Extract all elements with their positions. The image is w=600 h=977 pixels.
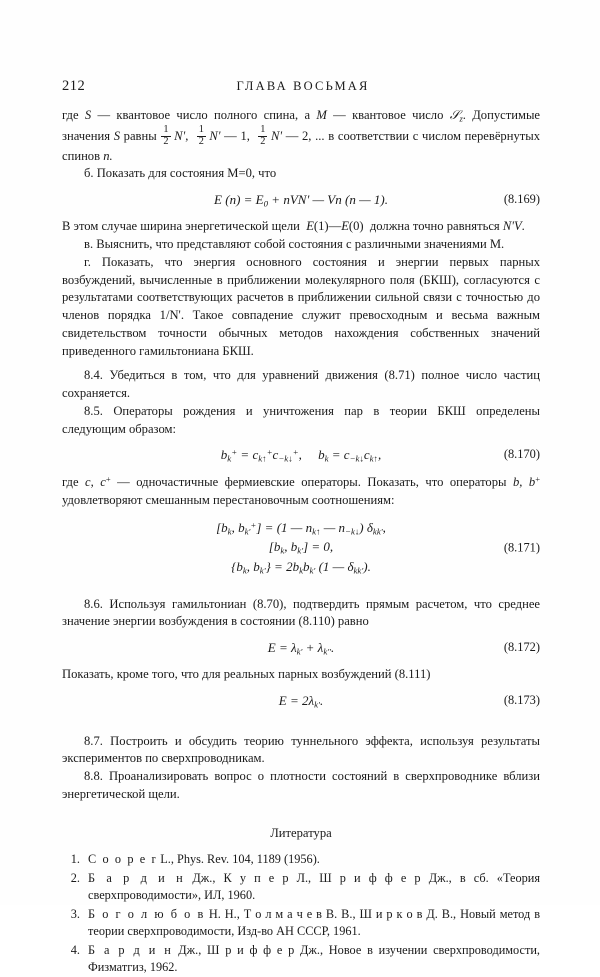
reference-number: 3.	[70, 906, 80, 921]
task-8-4: 8.4. Убедиться в том, что для уравнений движения (8.71) полное число частиц сохраняется.	[62, 367, 540, 400]
symbols-b: b, b	[512, 474, 536, 489]
list-item	[62, 870, 540, 904]
equation-8-172-body: $E = \lambda_{k'} + \lambda_{k''}$.	[267, 640, 335, 657]
equation-8-169	[62, 192, 540, 209]
task-8-2-g: г. Показать, что энергия основного состояния и энергии первых парных возбуждений, вычисленные в приближении молекулярного поля (БКШ), согласуются с результатами соответствующих расчетов в приближении сильной связи с точностью до членов порядка 1/N'. Такое совпадение служит превосходным и весьма важным свидетельством точности обычных методов нахождения собственных значений приведенного гамильтониана БКШ.	[62, 254, 540, 359]
equation-number-8-172: (8.172)	[503, 640, 540, 655]
task-8-6: 8.6. Используя гамильтониан (8.70), подтвердить прямым расчетом, что среднее значение энергии возбуждения в состоянии (8.110) равно	[62, 596, 540, 629]
equation-8-171-line-1: [$b_k$, $b_{k'}^+] = (1$ — $n_{k↑}$ — $n_{-k↓}$) $\delta_{kk'}$,	[216, 519, 386, 537]
symbol-S-2: S	[113, 129, 120, 144]
text-fragment: — квантовое число полного спина, а	[91, 108, 317, 122]
symbol-Sz: 𝒮$_z$	[449, 108, 463, 124]
text-fragment: . Допустимые значения	[62, 108, 540, 144]
page-header	[62, 78, 540, 95]
list-item	[62, 942, 540, 976]
equation-8-171-lines	[62, 520, 540, 576]
reference-author: C o o p e r	[88, 852, 158, 867]
reference-author: Б о г о л ю б о в	[88, 906, 205, 921]
equation-8-173	[62, 693, 540, 710]
literature-heading: Литература	[270, 826, 332, 841]
reference-author: Б а р д и н	[88, 942, 173, 957]
text-fragment: где	[62, 108, 85, 122]
reference-author: Б а р д и н	[88, 870, 185, 885]
text-fragment: — одночастичные фермиевские операторы. Показать, что операторы	[110, 474, 513, 489]
task-8-8: 8.8. Проанализировать вопрос о плотности состояний в сверхпроводнике вблизи энергетической щели.	[62, 769, 540, 802]
reference-number: 2.	[70, 870, 80, 885]
task-8-7: 8.7. Построить и обсудить теорию туннельного эффекта, используя результаты экспериментов по сверхпроводникам.	[62, 733, 540, 766]
reference-number: 1.	[70, 852, 80, 867]
reference-rest: L., Phys. Rev. 104, 1189 (1956).	[157, 852, 320, 867]
equation-number-8-173: (8.173)	[503, 692, 540, 707]
symbol-M: M	[316, 108, 327, 122]
list-item	[62, 906, 540, 940]
text-fragment: удовлетворяют смешанным перестановочным соотношениям:	[62, 492, 395, 507]
page-number: 212	[62, 78, 86, 94]
symbol-n: n.	[103, 148, 113, 163]
equation-8-173-body: $E = 2\lambda_{k'}$.	[278, 692, 324, 710]
reference-rest: Дж., К у п е р Л., Ш р и ф ф е р Дж., в сб. «Теория сверхпроводимости», ИЛ, 1960.	[88, 870, 540, 902]
task-8-5: 8.5. Операторы рождения и уничтожения пар в теории БКШ определены следующим образом:	[62, 403, 540, 436]
equation-8-171-line-3: {$b_k$, $b_{k'}\} = 2b_kb_{k'}$ (1 — $\delta_{kk'}$).	[231, 558, 371, 576]
fraction-half-1: $\frac{1}{2}$	[163, 123, 169, 147]
text-fragment: в соответствии с числом перевёрнутых спинов	[62, 129, 540, 163]
fraction-half-3: $\frac{1}{2}$	[260, 123, 266, 147]
text-fragment: равны	[119, 129, 161, 144]
reference-number: 4.	[70, 942, 80, 957]
paragraph-gap-width: В этом случае ширина энергетической щели E(1)—E(0) должна точно равняться N'V.	[62, 218, 525, 233]
equation-8-171-line-2: [$b_k$, $b_{k'}] = 0$,	[268, 539, 334, 556]
symbols-c: c, c	[85, 474, 106, 489]
equation-8-170	[62, 447, 540, 464]
reference-rest: Н. Н., Т о л м а ч е в В. В., Ш и р к о в Д. В., Новый метод в теории сверхпроводимости, Изд-во АН СССР, 1961.	[88, 906, 540, 938]
text-fragment: — квантовое число	[326, 108, 450, 122]
literature-list	[62, 851, 540, 976]
text-fragment: где	[62, 474, 86, 489]
task-8-2-v: в. Выяснить, что представляют собой состояния с различными значениями M.	[84, 236, 505, 251]
equation-number-8-169: (8.169)	[503, 192, 540, 207]
symbol-S: S	[84, 108, 92, 122]
equation-group-8-171	[62, 520, 540, 576]
paragraph-real-pair-excitations: Показать, кроме того, что для реальных парных возбуждений (8.111)	[62, 667, 431, 681]
equation-number-8-170: (8.170)	[503, 447, 540, 462]
list-item	[62, 851, 540, 868]
chapter-title: ГЛАВА ВОСЬМАЯ	[236, 79, 370, 93]
equation-8-172	[62, 640, 540, 657]
paragraph-fermi-operators: где c, c+ — одночастичные фермиевские операторы. Показать, что операторы b, b+ удовлетворяют смешанным перестановочным соотношениям:	[62, 474, 541, 507]
equation-8-170-body: $b_k^+ = c_{k↑}^+c_{-k↓}^+$, $b_k = c_{-k↓}c_{k↑}$,	[220, 447, 382, 465]
reference-rest: Дж., Ш р и ф ф е р Дж., Новое в изучении сверхпроводимости, Физматгиз, 1962.	[88, 942, 540, 974]
task-8-2-b: б. Показать для состояния M=0, что	[84, 166, 277, 181]
equation-8-169-body: E $(n) = E_0 + nVN'$ — Vn (n — 1).	[214, 192, 388, 209]
equation-number-8-171: (8.171)	[503, 540, 540, 555]
page-content	[62, 78, 540, 977]
fraction-half-2: $\frac{1}{2}$	[198, 123, 204, 147]
paragraph-spin-definition: где S — квантовое число полного спина, а M — квантовое число 𝒮$_z$. Допустимые значения S равны $\frac{1}{2}$ N', $\frac{1}{2}$ N' — 1, $\frac{1}{2}$ N' — 2, ... в соответствии с числом перевёрнутых спинов n.	[62, 108, 540, 163]
